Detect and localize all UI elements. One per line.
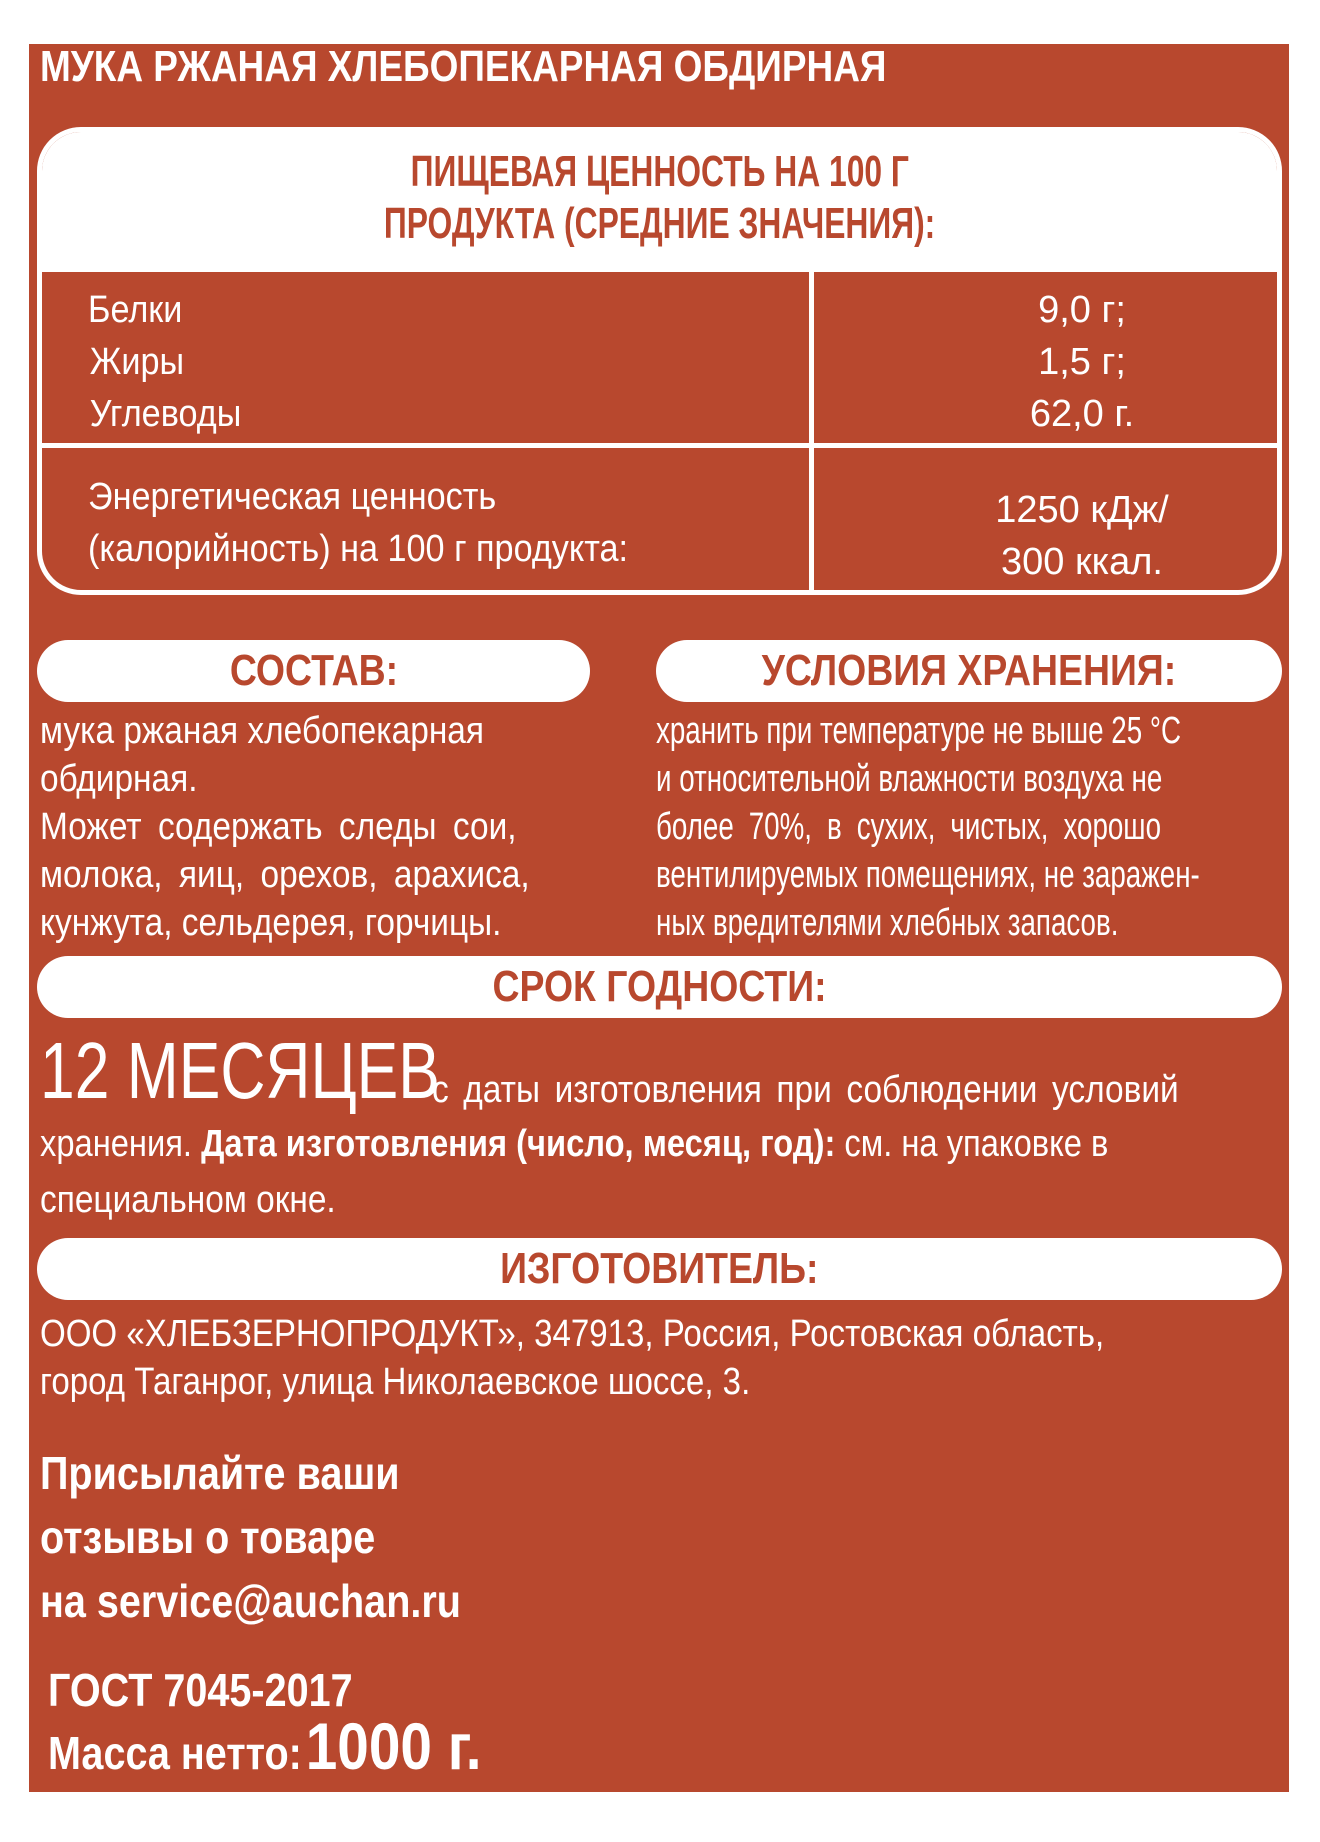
nutrient-value-protein: 9,0 г;	[1038, 289, 1126, 331]
composition-line: мука ржаная хлебопекарная	[40, 710, 485, 752]
feedback-block	[40, 1441, 529, 1633]
net-mass-value: 1000 г.	[305, 1709, 482, 1783]
energy-value-line2: 300 ккал.	[1001, 541, 1163, 583]
product-title	[40, 40, 1048, 94]
shelf-life-heading-text: СРОК ГОДНОСТИ:	[492, 962, 827, 1011]
storage-line: более 70%, в сухих, чистых, хорошо	[656, 806, 1162, 848]
nutrient-value-fat: 1,5 г;	[1038, 341, 1126, 383]
gost-text: ГОСТ 7045-2017	[48, 1664, 353, 1716]
shelf-life-months-text: 12 МЕСЯЦЕВ	[40, 1026, 440, 1115]
nutrition-heading-line1: ПИЩЕВАЯ ЦЕННОСТЬ НА 100 Г	[410, 147, 909, 196]
storage-line: хранить при температуре не выше 25 °C	[656, 710, 1181, 752]
shelf-life-line3-text: специальном окне.	[40, 1179, 336, 1221]
manufacturer-text	[40, 1310, 1263, 1406]
net-mass-label: Масса нетто:	[48, 1727, 302, 1779]
manufacturer-line2: город Таганрог, улица Николаевское шоссе, 3.	[40, 1361, 751, 1403]
nutrient-name-carbs: Углеводы	[89, 393, 242, 435]
storage-line: вентилируемых помещениях, не заражен-	[656, 854, 1200, 896]
storage-line: ных вредителями хлебных запасов.	[656, 902, 1119, 944]
shelf-life-line2-start: хранения.	[40, 1123, 192, 1165]
shelf-life-line3	[40, 1176, 376, 1224]
composition-line: молока, яиц, орехов, арахиса,	[40, 854, 530, 896]
storage-text	[656, 707, 1320, 947]
storage-line: и относительной влажности воздуха не	[656, 758, 1163, 800]
nutrition-table	[37, 127, 1282, 595]
shelf-life-line2	[40, 1120, 1282, 1168]
energy-value	[932, 484, 1232, 588]
energy-label-line1: Энергетическая ценность	[88, 476, 497, 518]
energy-value-line1: 1250 кДж/	[995, 489, 1169, 531]
manufacturer-line1: ООО «ХЛЕБЗЕРНОПРОДУКТ», 347913, Россия, Ростовская область,	[40, 1313, 1105, 1355]
energy-label	[88, 471, 688, 575]
nutrition-heading	[42, 132, 1277, 272]
shelf-life-line2-bold: Дата изготовления (число, месяц, год):	[201, 1123, 836, 1165]
manufacturer-heading	[37, 1238, 1282, 1300]
nutrition-divider	[42, 443, 1277, 448]
feedback-line2: отзывы о товаре	[40, 1511, 376, 1563]
storage-heading-text: УСЛОВИЯ ХРАНЕНИЯ:	[761, 646, 1177, 695]
nutrition-column-divider	[809, 272, 814, 595]
composition-line: кунжута, сельдерея, горчицы.	[40, 902, 502, 944]
nutrient-value-carbs: 62,0 г.	[1029, 393, 1135, 435]
net-mass	[48, 1708, 552, 1784]
shelf-life-line2-end: см. на упаковке в	[844, 1123, 1109, 1165]
composition-heading-text: СОСТАВ:	[229, 646, 398, 695]
shelf-life-line1-text: с даты изготовления при соблюдении условий	[432, 1069, 1179, 1111]
feedback-line1: Присылайте ваши	[40, 1447, 400, 1499]
storage-heading	[656, 640, 1282, 702]
shelf-life-line1	[432, 1066, 1281, 1114]
composition-line: обдирная.	[40, 758, 198, 800]
energy-label-line2: (калорийность) на 100 г продукта:	[88, 528, 629, 570]
nutrient-name-protein: Белки	[88, 289, 183, 331]
composition-line: Может содержать следы сои,	[40, 806, 517, 848]
nutrient-names	[88, 284, 258, 440]
product-title-text: МУКА РЖАНАЯ ХЛЕБОПЕКАРНАЯ ОБДИРНАЯ	[40, 42, 887, 91]
composition-text	[40, 707, 596, 947]
composition-heading	[37, 640, 590, 702]
manufacturer-heading-text: ИЗГОТОВИТЕЛЬ:	[500, 1244, 819, 1293]
nutrient-values	[932, 284, 1232, 440]
nutrition-heading-line2: ПРОДУКТА (СРЕДНИЕ ЗНАЧЕНИЯ):	[383, 199, 936, 248]
feedback-line3: на service@auchan.ru	[40, 1575, 461, 1627]
shelf-life-heading	[37, 956, 1282, 1018]
nutrient-name-fat: Жиры	[89, 341, 185, 383]
